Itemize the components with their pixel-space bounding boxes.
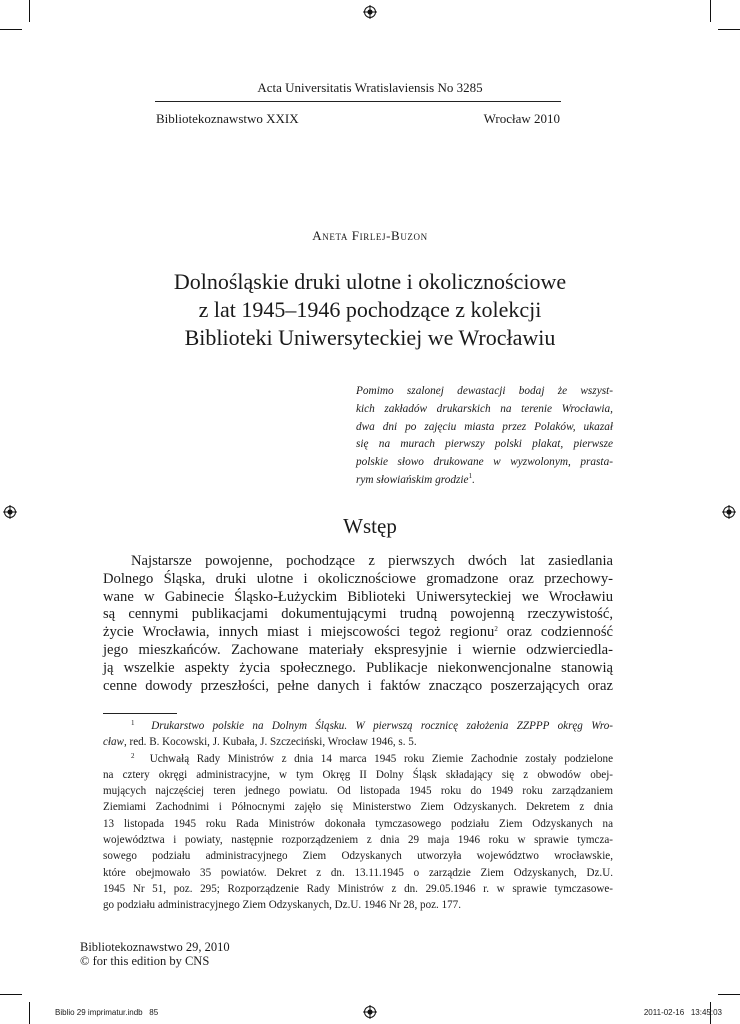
footnote-text: , red. B. Kocowski, J. Kubała, J. Szczeciński, Wrocław 1946, s. 5. <box>123 736 417 749</box>
footnote-2-line: 1945 Nr 51, poz. 295; Rozporządzenie Rady Ministrów z dn. 29.05.1946 r. w sprawie tymczasowe- <box>103 882 613 895</box>
title-line: Dolnośląskie druki ulotne i okolicznościowe <box>173 269 567 294</box>
series-name: Bibliotekoznawstwo XXIX <box>156 111 299 126</box>
body-line <box>103 624 613 642</box>
epigraph-end: . <box>472 473 475 486</box>
crop-mark <box>718 994 740 995</box>
body-line: cenne dowody przeszłości, pełne danych i faktów znacząco poszerzających oraz <box>103 677 613 694</box>
crop-mark <box>0 994 22 995</box>
epigraph-line: się na murach pierwszy polski plakat, pierwsze <box>356 438 613 451</box>
footnote-number: 2 <box>131 751 135 760</box>
article-author: Aneta Firlej-Buzon <box>312 228 428 243</box>
epigraph-line: dwa dni po zajęciu miasta przez Polaków, ukazał <box>356 420 613 433</box>
crop-mark <box>0 29 22 30</box>
epigraph <box>356 383 613 490</box>
footnote-2-line: go podziału administracyjnego Ziem Odzyskanych, Dz.U. 1946 Nr 28, poz. 177. <box>103 899 462 912</box>
footnote-ref[interactable]: 1 <box>468 471 473 480</box>
crop-mark <box>710 0 711 22</box>
epigraph-line: Pomimo szalonej dewastacji bodaj że wszyst- <box>356 385 613 397</box>
footnote-2-line: sowego podziału administracyjnego Ziem Odzyskanych utworzyła województwo wrocławskie, <box>103 850 613 863</box>
footnote-2-line: które obejmowało 35 powiatów. Dekret z dn. 13.11.1945 o zarządzie Ziem Odzyskanych, Dz.U. <box>103 866 613 879</box>
registration-mark-icon <box>363 5 377 19</box>
slug-datetime: 2011-02-16 13:45:03 <box>643 1008 722 1017</box>
crop-mark <box>29 1002 30 1024</box>
header-rule <box>155 101 561 102</box>
slug-file: Biblio 29 imprimatur.indb 85 <box>55 1008 159 1017</box>
footnote-italic: cław <box>103 736 124 749</box>
footnote-2-line <box>103 751 613 767</box>
footnote-2-line: na cztery okręgi administracyjne, w tym Okręg II Dolny Śląsk składający się z obwodów obej- <box>103 768 613 781</box>
body-text <box>103 553 613 695</box>
body-line: ją wszelkie aspekty życia społecznego. Publikacje niekonwencjonalne stanowią <box>103 659 613 676</box>
registration-mark-icon <box>363 1005 377 1019</box>
place-year: Wrocław 2010 <box>483 111 560 126</box>
footnote-number: 1 <box>131 719 135 727</box>
title-line: Biblioteki Uniwersyteckiej we Wrocławiu <box>184 325 556 350</box>
body-text-segment: oraz codzienność <box>497 624 613 641</box>
footnote-text: Uchwałą Rady Ministrów z dnia 14 marca 1945 roku Ziemie Zachodnie zostały podzielone <box>149 752 614 765</box>
body-line: są cennymi publikacjami dokumentującymi trudną powojenną rzeczywistość, <box>103 606 613 623</box>
footnote-2-line: mujących najczęściej teren jednego powiatu. Od listopada 1945 roku do 1949 roku zarządzaniem <box>103 785 613 798</box>
footnote-rule <box>103 713 177 714</box>
epigraph-line: polskie słowo drukowane w wyzwolonym, prasta- <box>356 456 613 469</box>
crop-mark <box>29 0 30 22</box>
footnote-1-line <box>103 734 613 750</box>
imprint <box>80 940 230 968</box>
imprint-line: © for this edition by CNS <box>80 954 210 968</box>
footnotes <box>103 718 613 914</box>
imprint-line: Bibliotekoznawstwo 29, 2010 <box>80 940 230 954</box>
body-line: jego mieszkańców. Zachowane materiały ekspresyjnie i wiernie odzwierciedla- <box>103 641 613 658</box>
footnote-ref[interactable]: 2 <box>494 625 498 634</box>
footnote-italic: Drukarstwo polskie na Dolnym Śląsku. W pierwszą rocznicę założenia ZZPPP okręg Wro- <box>151 720 614 732</box>
article-title <box>100 268 640 352</box>
body-line: Dolnego Śląska, druki ulotne i okolicznościowe gromadzone oraz przechowy- <box>103 570 613 587</box>
footnote-2-line: 13 listopada 1945 roku Rada Ministrów dokonała tymczasowego podziału Ziem Odzyskanych na <box>103 817 613 830</box>
footnote-1-line <box>103 718 613 734</box>
epigraph-line: kich zakładów drukarskich na terenie Wrocławia, <box>356 402 613 415</box>
section-heading: Wstęp <box>343 514 397 538</box>
epigraph-text: rym słowiańskim grodzie <box>356 473 469 486</box>
footnote-2-line: Ziemiami Zachodnimi i Północnymi zajęło się Ministerstwo Ziem Odzyskanych. Dekretem z dnia <box>103 801 613 814</box>
epigraph-line-last <box>356 472 613 490</box>
journal-title: Acta Universitatis Wratislaviensis No 3285 <box>257 80 483 95</box>
body-line: wane w Gabinecie Śląsko-Łużyckim Biblioteki Uniwersyteckiej we Wrocławiu <box>103 588 613 605</box>
title-line: z lat 1945–1946 pochodzące z kolekcji <box>198 297 542 322</box>
footnote-2-line: województwa i powiaty, następnie rozporządzeniem z dnia 29 maja 1946 roku w sprawie tymcza- <box>103 834 613 847</box>
crop-mark <box>718 29 740 30</box>
body-text-segment: życie Wrocławia, innych miast i miejscowości tegoż regionu <box>103 624 495 641</box>
body-line: Najstarsze powojenne, pochodzące z pierwszych dwóch lat zasiedlania <box>131 553 613 569</box>
